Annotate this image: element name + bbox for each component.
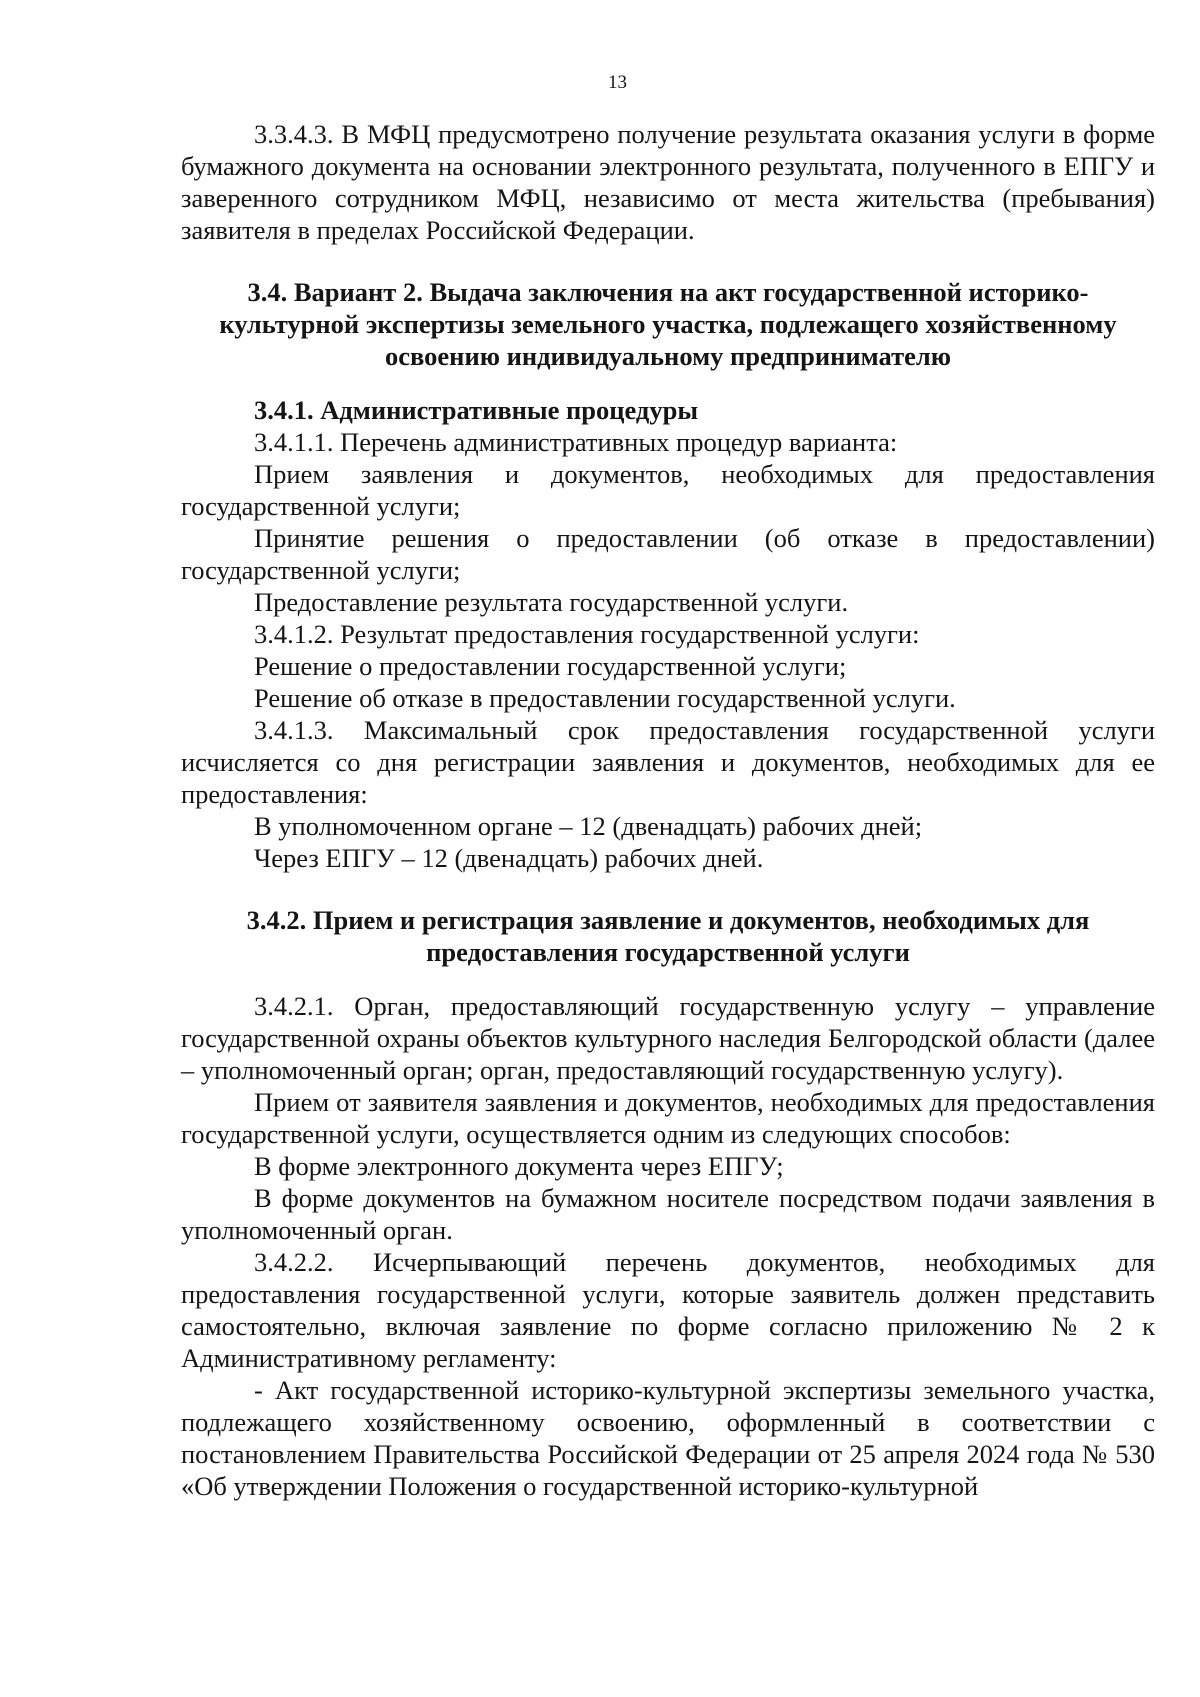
paragraph-3-4-2-2: 3.4.2.2. Исчерпывающий перечень документов, необходимых для предоставления государственной услуги, которые заявитель должен представить самостоятельно, включая заявление по форме согласно приложению № 2 к Административному регламенту: <box>181 1247 1155 1373</box>
list-item-result-2: Решение об отказе в предоставлении государственной услуги. <box>254 683 956 713</box>
list-item-method-1: В форме электронного документа через ЕПГУ; <box>254 1151 784 1181</box>
paragraph-intake-methods: Прием от заявителя заявления и документов, необходимых для предоставления государственной услуги, осуществляется одним из следующих способов: <box>181 1087 1155 1149</box>
list-item-procedure-2: Принятие решения о предоставлении (об отказе в предоставлении) государственной услуги; <box>181 523 1155 585</box>
paragraph-3-4-1-2: 3.4.1.2. Результат предоставления государственной услуги: <box>254 619 920 649</box>
list-item-term-1: В уполномоченном органе – 12 (двенадцать) рабочих дней; <box>254 811 923 841</box>
list-item-procedure-1: Прием заявления и документов, необходимых для предоставления государственной услуги; <box>181 459 1155 521</box>
paragraph-3-4-2-1: 3.4.2.1. Орган, предоставляющий государственную услугу – управление государственной охраны объектов культурного наследия Белгородской области (далее – уполномоченный орган; орган, предоставляющий государственную услугу). <box>181 991 1155 1085</box>
section-heading-3-4: 3.4. Вариант 2. Выдача заключения на акт государственной историко-культурной экспертизы земельного участка, подлежащего хозяйственному освоению индивидуальному предпринимателю <box>219 277 1117 371</box>
subsection-heading-3-4-1: 3.4.1. Административные процедуры <box>254 395 699 425</box>
paragraph-3-3-4-3: 3.3.4.3. В МФЦ предусмотрено получение результата оказания услуги в форме бумажного документа на основании электронного результата, полученного в ЕПГУ и заверенного сотрудником МФЦ, независимо от места жительства (пребывания) заявителя в пределах Российской Федерации. <box>181 119 1155 245</box>
list-item-procedure-3: Предоставление результата государственной услуги. <box>254 587 849 617</box>
list-item-method-2: В форме документов на бумажном носителе посредством подачи заявления в уполномоченный орган. <box>181 1183 1155 1245</box>
section-heading-3-4-2: 3.4.2. Прием и регистрация заявление и документов, необходимых для предоставления государственной услуги <box>246 905 1090 967</box>
paragraph-3-4-1-3: 3.4.1.3. Максимальный срок предоставления государственной услуги исчисляется со дня регистрации заявления и документов, необходимых для ее предоставления: <box>181 715 1155 809</box>
list-item-result-1: Решение о предоставлении государственной услуги; <box>254 651 847 681</box>
list-item-document-1: - Акт государственной историко-культурной экспертизы земельного участка, подлежащего хозяйственному освоению, оформленный в соответствии с постановлением Правительства Российской Федерации от 25 апреля 2024 года № 530 «Об утверждении Положения о государственной историко-культурной <box>181 1375 1155 1501</box>
paragraph-3-4-1-1: 3.4.1.1. Перечень административных процедур варианта: <box>254 427 898 457</box>
document-body <box>181 118 1155 1502</box>
list-item-term-2: Через ЕПГУ – 12 (двенадцать) рабочих дней. <box>254 843 764 873</box>
page-number: 13 <box>608 72 627 93</box>
